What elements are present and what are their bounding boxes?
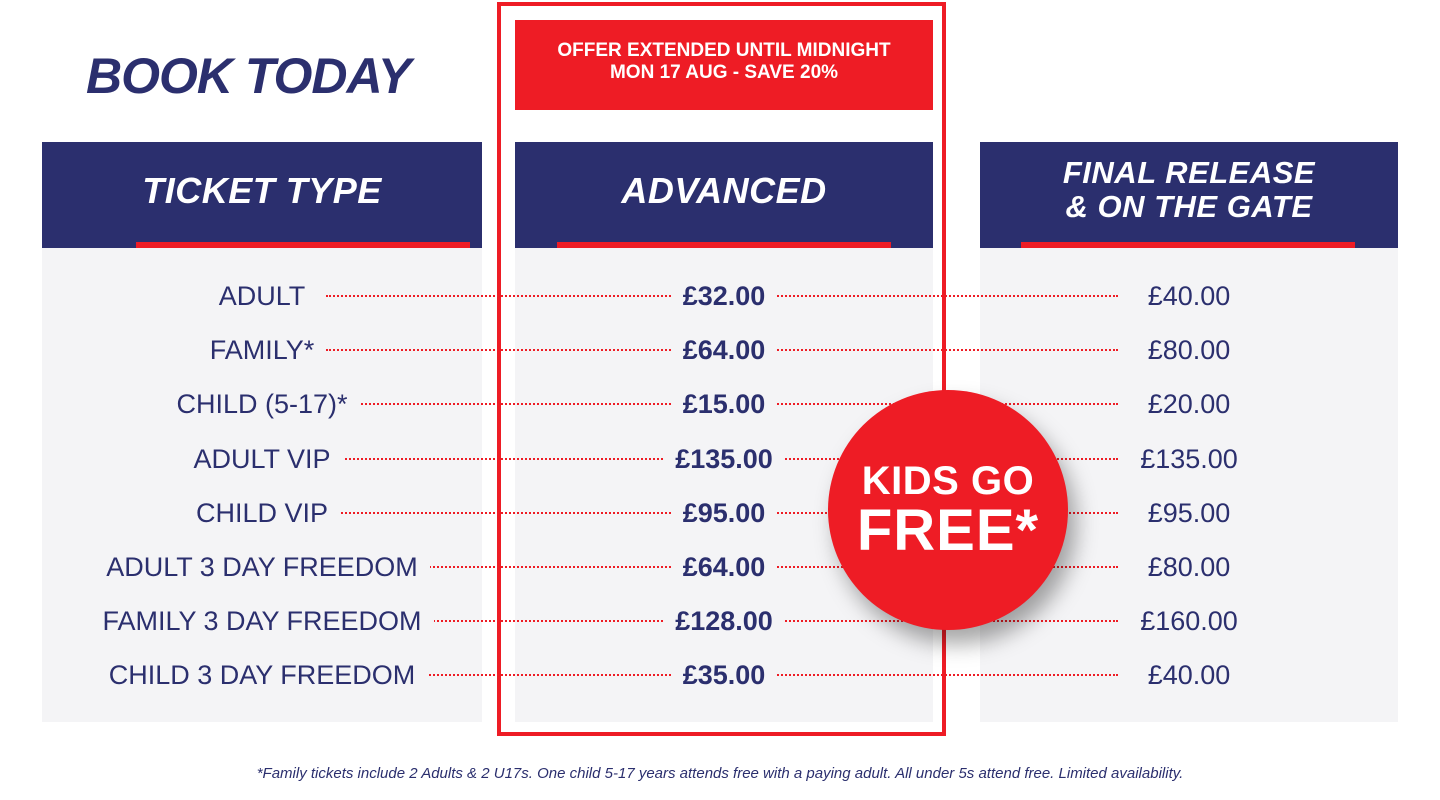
final-price: £135.00 — [1122, 444, 1256, 474]
advanced-price-cell — [515, 606, 933, 636]
badge-line-1: KIDS GO — [861, 459, 1035, 503]
ticket-type-cell — [42, 552, 482, 582]
ticket-type-cell — [42, 606, 482, 636]
ticket-type-label: CHILD 3 DAY FREEDOM — [97, 660, 428, 690]
ticket-type-label: FAMILY 3 DAY FREEDOM — [90, 606, 433, 636]
final-price-cell — [980, 281, 1398, 311]
footnote: *Family tickets include 2 Adults & 2 U17s. One child 5-17 years attends free with a paying adult. All under 5s attend free. Limited availability. — [256, 765, 1184, 782]
final-price: £95.00 — [1130, 498, 1249, 528]
advanced-price: £95.00 — [673, 498, 776, 528]
final-release-heading: FINAL RELEASE & ON THE GATE — [1062, 155, 1316, 224]
advanced-price: £64.00 — [673, 335, 776, 365]
ticket-type-cell — [42, 498, 482, 528]
final-price: £40.00 — [1130, 660, 1249, 690]
final-price: £80.00 — [1130, 552, 1249, 582]
offer-line-1: OFFER EXTENDED UNTIL MIDNIGHT — [557, 40, 891, 61]
advanced-price: £135.00 — [665, 444, 783, 474]
ticket-type-cell — [42, 335, 482, 365]
offer-banner — [515, 20, 933, 110]
advanced-heading: ADVANCED — [621, 170, 827, 211]
ticket-type-label: CHILD (5-17)* — [164, 389, 359, 419]
ticket-type-panel — [42, 248, 482, 722]
ticket-type-cell — [42, 444, 482, 474]
final-release-underline — [1021, 242, 1355, 248]
advanced-price: £15.00 — [673, 389, 776, 419]
advanced-price: £32.00 — [673, 281, 776, 311]
ticket-type-label: CHILD VIP — [184, 498, 340, 528]
final-price-cell — [980, 606, 1398, 636]
final-price-cell — [980, 660, 1398, 690]
final-release-header — [980, 142, 1398, 248]
ticket-type-cell — [42, 660, 482, 690]
offer-line-2: MON 17 AUG - SAVE 20% — [609, 62, 839, 83]
ticket-type-underline — [136, 242, 470, 248]
advanced-price-cell — [515, 389, 933, 419]
ticket-type-header — [42, 142, 482, 248]
final-price: £160.00 — [1122, 606, 1256, 636]
final-price-cell — [980, 389, 1398, 419]
advanced-price: £128.00 — [665, 606, 783, 636]
kids-go-free-badge — [828, 390, 1068, 630]
page-title: BOOK TODAY — [86, 48, 411, 104]
ticket-type-heading: TICKET TYPE — [142, 170, 382, 211]
ticket-type-cell — [42, 389, 482, 419]
ticket-type-cell — [42, 281, 482, 311]
badge-line-2: FREE* — [856, 498, 1040, 563]
ticket-type-label: FAMILY* — [198, 335, 327, 365]
advanced-price: £35.00 — [673, 660, 776, 690]
final-price: £80.00 — [1130, 335, 1249, 365]
ticket-type-label: ADULT VIP — [181, 444, 342, 474]
ticket-type-label: ADULT — [207, 281, 318, 311]
advanced-price: £64.00 — [673, 552, 776, 582]
final-price: £40.00 — [1130, 281, 1249, 311]
advanced-price-cell — [515, 281, 933, 311]
advanced-price-cell — [515, 335, 933, 365]
final-price: £20.00 — [1130, 389, 1249, 419]
advanced-price-cell — [515, 660, 933, 690]
final-price-cell — [980, 335, 1398, 365]
ticket-type-label: ADULT 3 DAY FREEDOM — [94, 552, 430, 582]
